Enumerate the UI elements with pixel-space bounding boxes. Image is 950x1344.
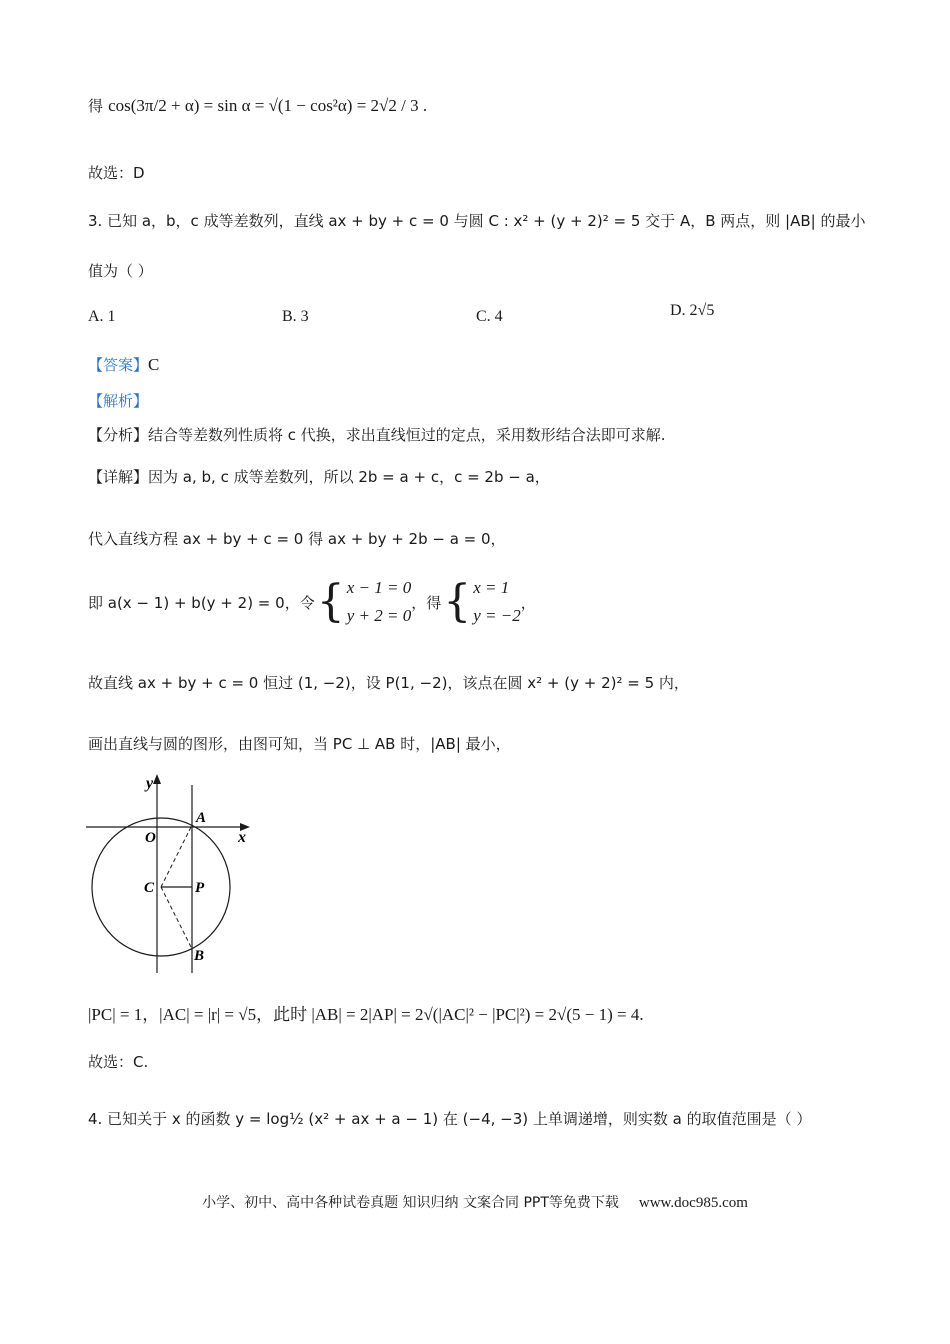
system-2-eq1: x = 1 [473, 578, 510, 597]
xiangjie-tag: 【详解】 [88, 468, 149, 486]
q3-option-a: A. 1 [88, 308, 116, 325]
q3-step5: 画出直线与圆的图形，由图可知，当 PC ⊥ AB 时，|AB| 最小， [88, 735, 511, 753]
label-o: O [145, 830, 156, 846]
q3-option-d: D. 2√5 [670, 302, 715, 319]
system-1-eq1: x − 1 = 0 [346, 578, 412, 597]
system-2-eq2: y = −2 [473, 606, 521, 625]
q3-conclusion: 故选：C. [88, 1053, 149, 1071]
segment-ca [161, 825, 192, 887]
step3-text-a: 即 a(x − 1) + b(y + 2) = 0，令 [88, 593, 315, 612]
q4-stem: 4. 已知关于 x 的函数 y = log½ (x² + ax + a − 1) 在 (−4, −3) 上单调递增，则实数 a 的取值范围是（ ） [88, 1110, 812, 1128]
label-c: C [144, 880, 155, 896]
segment-cb [161, 887, 192, 949]
step3-text-b: ，得 [411, 593, 442, 612]
q3-step1 [88, 466, 550, 487]
label-y: y [146, 775, 154, 792]
q3-step6: |PC| = 1，|AC| = |r| = √5，此时 |AB| = 2|AP| = 2√(|AC|² − |PC|²) = 2√(5 − 1) = 4. [88, 1005, 644, 1024]
q3-stem-line2: 值为（ ） [88, 262, 153, 280]
q3-answer [88, 354, 159, 375]
answer-value: C [148, 355, 160, 374]
brace-1: { [316, 576, 345, 627]
fenxi-tag: 【分析】 [88, 426, 149, 444]
system-1 [347, 574, 412, 630]
prev-prefix: 得 [88, 97, 104, 115]
system-1-eq2: y + 2 = 0 [346, 606, 412, 625]
step3-text-c: ， [520, 593, 536, 612]
q3-option-b: B. 3 [282, 308, 309, 325]
circle-figure [84, 770, 254, 980]
label-a: A [196, 810, 207, 826]
q3-fenxi [88, 424, 666, 445]
fenxi-text: 结合等差数列性质将 c 代换，求出直线恒过的定点，采用数形结合法即可求解. [148, 426, 666, 444]
system-2 [473, 574, 521, 630]
analysis-tag: 【解析】 [88, 392, 149, 410]
prev-formula: cos(3π/2 + α) = sin α = √(1 − cos²α) = 2√2 / 3 . [108, 96, 428, 115]
prev-conclusion: 故选：D [88, 164, 145, 182]
footer-text: 小学、初中、高中各种试卷真题 知识归纳 文案合同 PPT等免费下载 [202, 1195, 619, 1211]
q3-step2: 代入直线方程 ax + by + c = 0 得 ax + by + 2b − a = 0， [88, 530, 506, 548]
y-axis-arrow [153, 774, 161, 784]
label-b: B [194, 948, 205, 964]
brace-2: { [443, 576, 472, 627]
q3-stem-line1: 3. 已知 a，b，c 成等差数列，直线 ax + by + c = 0 与圆 C : x² + (y + 2)² = 5 交于 A，B 两点，则 |AB| 的最小 [88, 212, 866, 230]
q3-step3 [88, 574, 536, 630]
answer-tag: 【答案】 [88, 356, 149, 374]
footer-url[interactable]: www.doc985.com [638, 1195, 748, 1211]
page-footer [0, 1192, 950, 1212]
step1-text: 因为 a, b, c 成等差数列，所以 2b = a + c，c = 2b − a， [148, 468, 550, 486]
q3-option-c: C. 4 [476, 308, 503, 325]
label-p: P [195, 880, 205, 896]
q3-step4: 故直线 ax + by + c = 0 恒过 (1, −2)，设 P(1, −2)，该点在圆 x² + (y + 2)² = 5 内， [88, 674, 689, 692]
prev-solution-line [88, 95, 427, 116]
label-x: x [238, 829, 246, 846]
